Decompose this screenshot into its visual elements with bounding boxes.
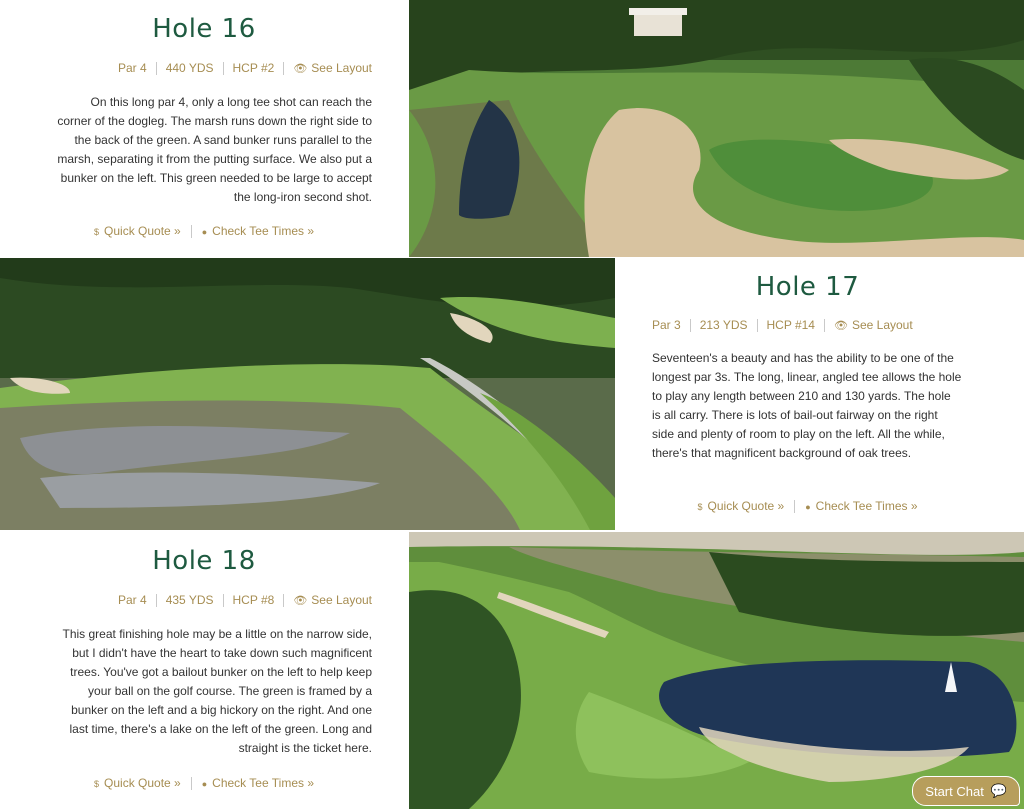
check-tee-times-label: Check Tee Times » (815, 499, 918, 513)
hole-16-section (0, 0, 1024, 257)
check-tee-times-link[interactable] (202, 776, 314, 790)
divider (283, 62, 284, 75)
hole-16-yards: 440 YDS (165, 61, 214, 75)
see-layout-label: See Layout (311, 61, 372, 75)
dollar-icon: $ (94, 779, 100, 789)
hole-16-see-layout-link[interactable] (293, 61, 372, 75)
hole-17-hcp: HCP #14 (766, 318, 815, 332)
divider (690, 319, 691, 332)
hole-16-info (0, 0, 408, 257)
check-tee-times-label: Check Tee Times » (212, 224, 314, 238)
hole-16-meta (118, 61, 372, 75)
hole-18-title: Hole 18 (152, 546, 256, 576)
hole-18-section (0, 532, 1024, 809)
hole-17-see-layout-link[interactable] (834, 318, 913, 332)
quick-quote-link[interactable] (94, 776, 181, 790)
divider (191, 777, 192, 790)
hole-16-photo (409, 0, 1024, 257)
hole-18-yards: 435 YDS (165, 593, 214, 607)
divider (223, 594, 224, 607)
quick-quote-label: Quick Quote » (707, 499, 785, 513)
hole-18-meta (118, 593, 372, 607)
hole-18-info (0, 532, 408, 809)
divider (156, 594, 157, 607)
eye-icon: 👁 (833, 320, 848, 332)
divider (156, 62, 157, 75)
aerial-photo-icon (0, 258, 615, 530)
hole-17-title: Hole 17 (755, 272, 860, 302)
hole-17-meta (652, 318, 913, 332)
hole-16-links (0, 224, 408, 238)
quick-quote-link[interactable] (94, 224, 181, 238)
hole-17-links (591, 499, 1024, 513)
dollar-icon: $ (697, 502, 703, 512)
hole-17-description: Seventeen's a beauty and has the ability to be one of the longest par 3s. The long, linear, angled tee allows the hole to play any length between 210 and 130 yards. The hole is all carry. There is lots of bail-out fairway on the right side and plenty of room to play on the left. All the while, there's that magnificent background of oak trees. (652, 351, 962, 460)
map-pin-icon: ● (805, 502, 811, 512)
hole-17-section (0, 258, 1024, 530)
hole-16-par: Par 4 (118, 61, 147, 75)
chat-bubble-icon: 💬 (990, 783, 1007, 798)
divider (283, 594, 284, 607)
aerial-photo-icon (409, 532, 1024, 809)
divider (191, 225, 192, 238)
quick-quote-label: Quick Quote » (104, 776, 181, 790)
hole-17-yards: 213 YDS (699, 318, 748, 332)
hole-16-hcp: HCP #2 (232, 61, 275, 75)
hole-16-description: On this long par 4, only a long tee shot can reach the corner of the dogleg. The marsh runs down the right side to the back of the green. A sand bunker runs parallel to the marsh, separating it from the putting surface. We also put a bunker on the left. This green needed to be large to accept the long-iron second shot. (57, 95, 372, 204)
hole-17-info (616, 258, 1024, 530)
hole-17-photo (0, 258, 615, 530)
map-pin-icon: ● (201, 779, 208, 789)
divider (757, 319, 758, 332)
check-tee-times-link[interactable] (805, 499, 917, 513)
dollar-icon: $ (94, 227, 100, 237)
hole-17-par: Par 3 (652, 318, 681, 332)
divider (794, 500, 795, 513)
see-layout-label: See Layout (311, 593, 372, 607)
hole-18-see-layout-link[interactable] (293, 593, 372, 607)
check-tee-times-label: Check Tee Times » (212, 776, 314, 790)
map-pin-icon: ● (201, 227, 208, 237)
hole-18-photo (409, 532, 1024, 809)
eye-icon: 👁 (293, 63, 308, 75)
divider (824, 319, 825, 332)
hole-18-par: Par 4 (118, 593, 147, 607)
hole-18-links (0, 776, 408, 790)
divider (223, 62, 224, 75)
aerial-photo-icon (409, 0, 1024, 257)
hole-16-title: Hole 16 (152, 14, 256, 44)
quick-quote-link[interactable] (698, 499, 785, 513)
eye-icon: 👁 (293, 595, 308, 607)
quick-quote-label: Quick Quote » (104, 224, 181, 238)
check-tee-times-link[interactable] (202, 224, 314, 238)
hole-18-hcp: HCP #8 (232, 593, 275, 607)
start-chat-button[interactable] (912, 776, 1020, 806)
start-chat-label: Start Chat (925, 783, 984, 799)
see-layout-label: See Layout (851, 318, 913, 332)
hole-18-description: This great finishing hole may be a little on the narrow side, but I didn't have the heart to take down such magnificent trees. You've got a bailout bunker on the left to help keep your ball on the golf course. The green is framed by a bunker on the left and a big hickory on the right. And one last time, there's a lake on the left of the green. Long and straight is the ticket here. (62, 627, 372, 755)
